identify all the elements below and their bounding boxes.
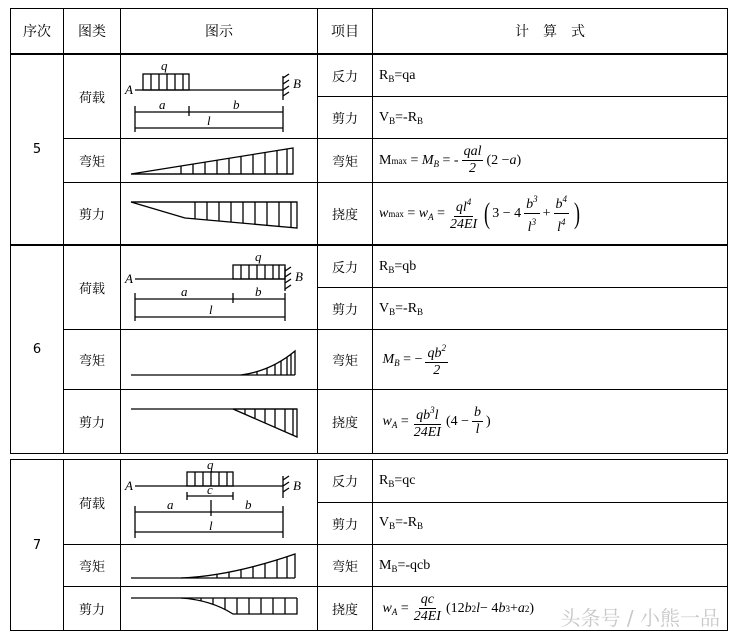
case-5-table	[10, 54, 728, 245]
load-diagram	[121, 460, 318, 545]
c-dim-label: c	[207, 482, 213, 497]
b-point-label: B	[293, 478, 301, 493]
moment-diagram	[121, 330, 318, 390]
b-point-label: B	[295, 268, 303, 284]
formula-deflection: $w_A$ = $\frac{qb^3l}{24EI}$ (4 − $\frac{b}{l}$ )	[373, 390, 728, 454]
formula-shear: $V_B=-R_B$	[373, 502, 728, 545]
category-moment: 弯矩	[64, 545, 121, 587]
item-shear: 剪力	[318, 288, 373, 330]
formula-deflection: $w_A$ = $\frac{qc}{24EI}$ (12 b 2 l − 4 b 3 + a 2 )	[373, 587, 728, 631]
a-dim-label: a	[159, 96, 166, 112]
formula-moment: $M_B=$-qcb	[373, 545, 728, 587]
item-deflection: 挠度	[318, 390, 373, 454]
load-diagram	[121, 246, 318, 330]
category-load: 荷载	[64, 460, 121, 545]
q-label: q	[255, 248, 262, 264]
formula-reaction: $R_B=qb$	[373, 246, 728, 288]
l-dim-label: l	[207, 112, 211, 128]
b-point-label: B	[293, 75, 301, 91]
header-formula: 计 算 式	[373, 9, 728, 54]
item-moment: 弯矩	[318, 545, 373, 587]
watermark: 头条号 / 小熊一品	[560, 606, 720, 630]
q-label: q	[161, 57, 168, 73]
b-dim-label: b	[245, 497, 252, 512]
category-shear: 剪力	[64, 587, 121, 631]
a-dim-label: a	[167, 497, 174, 512]
item-reaction: 反力	[318, 55, 373, 97]
shear-diagram	[121, 390, 318, 454]
l-dim-label: l	[209, 518, 213, 533]
item-deflection: 挠度	[318, 183, 373, 245]
moment-diagram	[121, 545, 318, 587]
case-number: 7	[11, 460, 64, 631]
category-shear: 剪力	[64, 390, 121, 454]
shear-diagram	[121, 587, 318, 631]
case-number: 6	[11, 246, 64, 454]
a-point-label: A	[125, 270, 133, 286]
b-dim-label: b	[255, 283, 262, 299]
case-6-table	[10, 245, 728, 454]
formula-reaction: $R_B=qc$	[373, 460, 728, 503]
load-diagram	[121, 55, 318, 139]
case-number: 5	[11, 55, 64, 245]
a-point-label: A	[125, 81, 133, 97]
formula-moment: $M_B$ = − $\frac{qb^2}{2}$	[373, 330, 728, 390]
moment-diagram	[121, 139, 318, 183]
formula-shear: $V_B=-R_B$	[373, 288, 728, 330]
category-load: 荷载	[64, 55, 121, 139]
a-dim-label: a	[181, 283, 188, 299]
item-reaction: 反力	[318, 246, 373, 288]
shear-diagram	[121, 183, 318, 245]
q-label: q	[207, 460, 214, 472]
formula-moment: M max = $M_B$ = - $\frac{\text{qal}}{2}$ (2 − a )	[373, 139, 728, 183]
category-moment: 弯矩	[64, 139, 121, 183]
l-dim-label: l	[209, 301, 213, 317]
header-table	[10, 8, 728, 54]
item-moment: 弯矩	[318, 139, 373, 183]
formula-shear: $V_B=-R_B$	[373, 97, 728, 139]
a-point-label: A	[125, 478, 133, 493]
header-no: 序次	[11, 9, 64, 54]
item-shear: 剪力	[318, 97, 373, 139]
formula-deflection: w max = $w_A$ = $\frac{ql^4}{24EI}$ ( 3 − 4 $\frac{b^3}{l^3}$ + $\frac{b^4}{l^4}$ )	[373, 183, 728, 245]
item-reaction: 反力	[318, 460, 373, 503]
category-moment: 弯矩	[64, 330, 121, 390]
header-category: 图类	[64, 9, 121, 54]
item-moment: 弯矩	[318, 330, 373, 390]
item-deflection: 挠度	[318, 587, 373, 631]
item-shear: 剪力	[318, 502, 373, 545]
category-shear: 剪力	[64, 183, 121, 245]
header-item: 项目	[318, 9, 373, 54]
category-load: 荷载	[64, 246, 121, 330]
header-figure: 图示	[121, 9, 318, 54]
b-dim-label: b	[233, 96, 240, 112]
formula-reaction: $R_B=qa$	[373, 55, 728, 97]
